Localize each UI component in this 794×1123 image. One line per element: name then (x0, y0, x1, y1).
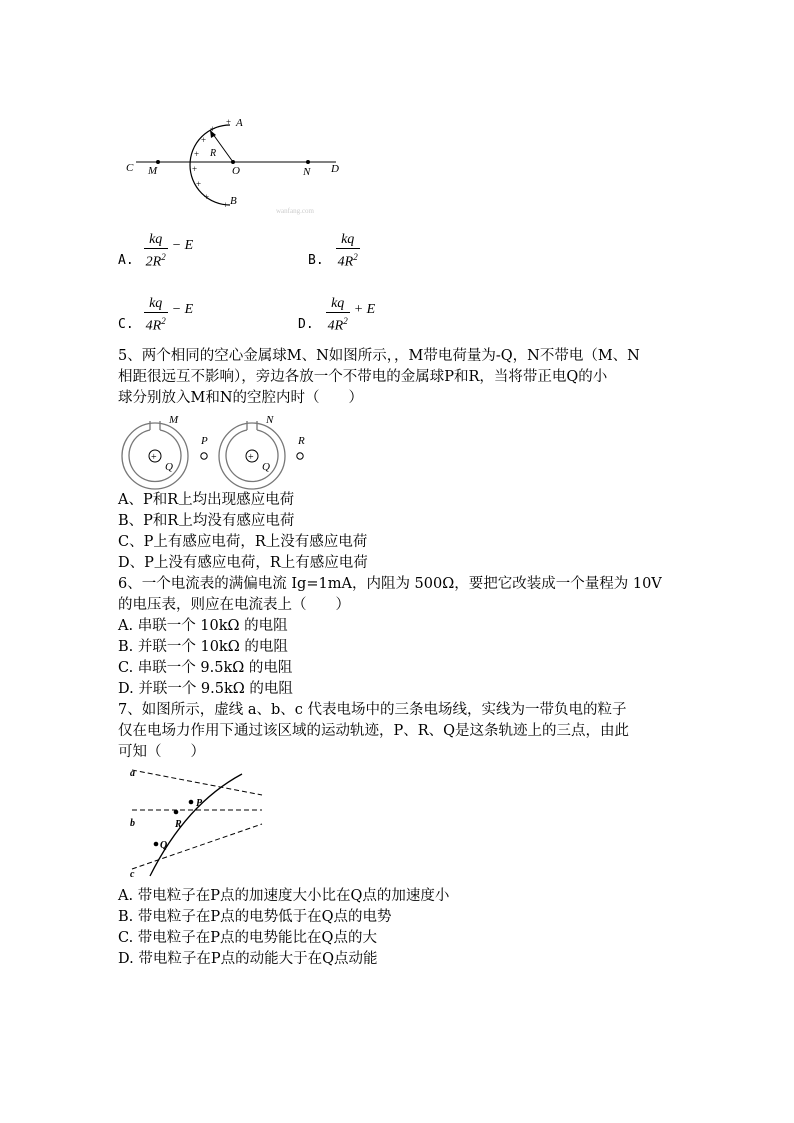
svg-text:+: + (223, 200, 229, 210)
label-B: B (230, 195, 237, 207)
q5-stem-line-1: 5、两个相同的空心金属球M、N如图所示，，M带电荷量为-Q，N不带电（M、N (118, 348, 640, 364)
option-4a-fraction: $\frac{kq}{2R^2}$ (145, 232, 166, 270)
label-A: A (236, 117, 243, 129)
option-4b[interactable] (308, 232, 360, 268)
q7-label-P: P (196, 798, 203, 809)
q7-stem-line-1: 7、如图所示，虚线 a、b、c 代表电场中的三条电场线，实线为一带负电的粒子 (118, 702, 627, 718)
option-4c[interactable] (118, 296, 193, 332)
figure-q4-charged-arc (118, 112, 358, 220)
option-4c-label: C. (118, 316, 134, 332)
q5-label-Q1: Q (165, 461, 173, 473)
q7-option-d[interactable]: D. 带电粒子在P点的动能大于在Q点动能 (118, 951, 378, 967)
q7-stem-line-2: 仅在电场力作用下通过该区域的运动轨迹，P、R、Q是这条轨迹上的三点，由此 (118, 723, 630, 739)
q5-option-b[interactable]: B、P和R上均没有感应电荷 (118, 513, 295, 529)
q7-label-c: c (130, 869, 135, 879)
option-4d-fraction: $\frac{kq}{4R^2}$ (327, 296, 348, 334)
watermark: wanfang.com (276, 207, 314, 215)
svg-text:+: + (194, 149, 200, 159)
q7-label-b: b (130, 818, 135, 829)
q5-charge-plus-N: + (248, 452, 254, 463)
q6-option-a[interactable]: A. 串联一个 10kΩ 的电阻 (118, 618, 288, 634)
option-4b-label: B. (308, 252, 324, 268)
figure-q5-hollow-spheres (118, 410, 318, 492)
svg-text:+: + (204, 192, 210, 202)
q5-option-c[interactable]: C、P上有感应电荷，R上没有感应电荷 (118, 534, 368, 550)
q7-label-Q: Q (160, 840, 168, 851)
q6-stem-line-2: 的电压表，则应在电流表上（ ） (118, 597, 350, 613)
q7-label-a: a (130, 768, 135, 779)
q5-stem-line-2: 相距很远互不影响），旁边各放一个不带电的金属球P和R，当将带正电Q的小 (118, 369, 608, 385)
option-4d-label: D. (298, 316, 314, 332)
q5-option-d[interactable]: D、P上没有感应电荷，R上有感应电荷 (118, 555, 368, 571)
label-M: M (148, 165, 158, 177)
q7-stem-line-3: 可知（ ） (118, 744, 205, 760)
q5-stem-line-3: 球分别放入M和N的空腔内时（ ） (118, 390, 364, 406)
option-4d[interactable] (298, 296, 375, 332)
svg-text:+: + (192, 164, 198, 174)
option-4a[interactable] (118, 232, 193, 268)
q7-option-a[interactable]: A. 带电粒子在P点的加速度大小比在Q点的加速度小 (118, 888, 450, 904)
arc-plus-charges (192, 117, 231, 210)
q6-option-c[interactable]: C. 串联一个 9.5kΩ 的电阻 (118, 660, 293, 676)
q5-label-P: P (201, 435, 208, 447)
q5-label-Q2: Q (262, 461, 270, 473)
label-R: R (210, 148, 217, 159)
q6-option-b[interactable]: B. 并联一个 10kΩ 的电阻 (118, 639, 288, 655)
q5-label-M: M (169, 414, 179, 426)
svg-text:+: + (210, 124, 216, 134)
q5-option-a[interactable]: A、P和R上均出现感应电荷 (118, 492, 295, 508)
q5-charge-plus-M: + (151, 452, 157, 463)
svg-text:+: + (226, 117, 232, 127)
label-N: N (303, 166, 311, 178)
svg-text:+: + (201, 135, 207, 145)
svg-text:+: + (196, 179, 202, 189)
option-4c-fraction: $\frac{kq}{4R^2}$ (145, 296, 166, 334)
q7-option-c[interactable]: C. 带电粒子在P点的电势能比在Q点的大 (118, 930, 377, 946)
option-4c-tail: − E (171, 301, 194, 317)
q5-label-N: N (266, 414, 274, 426)
option-4b-fraction: $\frac{kq}{4R^2}$ (337, 232, 358, 270)
label-D: D (331, 163, 339, 175)
q7-option-b[interactable]: B. 带电粒子在P点的电势低于在Q点的电势 (118, 909, 392, 925)
option-4a-label: A. (118, 252, 134, 268)
label-O: O (232, 165, 240, 177)
q7-label-R: R (175, 819, 182, 830)
q6-stem-line-1: 6、一个电流表的满偏电流 Ig=1mA，内阻为 500Ω，要把它改装成一个量程为 10V (118, 576, 662, 592)
label-C: C (126, 162, 134, 174)
option-4a-tail: − E (171, 237, 194, 253)
q6-option-d[interactable]: D. 并联一个 9.5kΩ 的电阻 (118, 681, 293, 697)
option-4d-tail: + E (353, 301, 376, 317)
q5-label-R: R (298, 435, 305, 447)
figure-q7-field-lines (118, 764, 268, 879)
